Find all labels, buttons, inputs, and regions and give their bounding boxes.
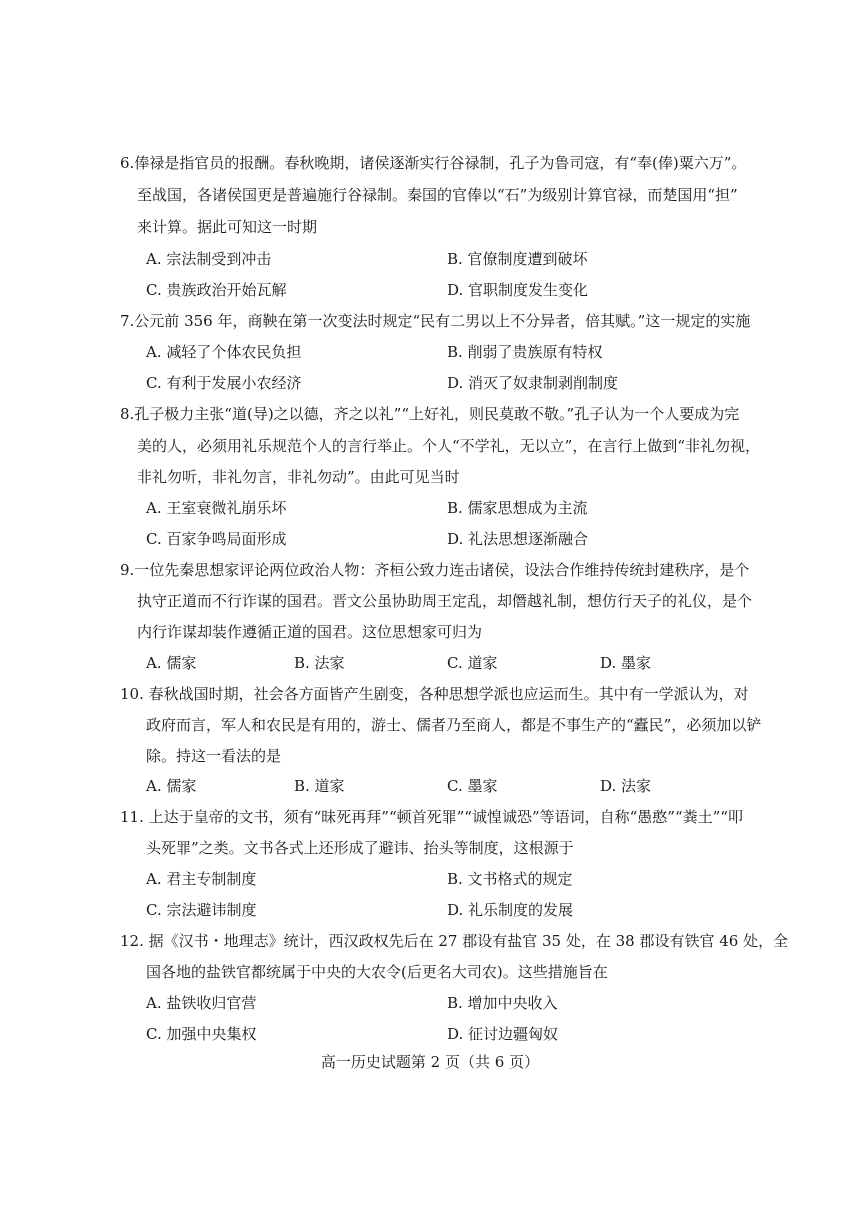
option-d[interactable]: D. 法家 <box>600 777 652 795</box>
question-text-line: 12. 据《汉书・地理志》统计，西汉政权先后在 27 郡设有盐官 35 处，在 38 郡设有铁官 46 处，全 <box>120 932 789 950</box>
question-text-line: 国各地的盐铁官都统属于中央的大农令(后更名大司农)。这些措施旨在 <box>146 963 608 981</box>
question-text-line: 8.孔子极力主张“道(导)之以德，齐之以礼”“上好礼，则民莫敢不敬。”孔子认为一个人要成为完 <box>120 405 740 423</box>
option-c[interactable]: C. 贵族政治开始瓦解 <box>146 281 287 299</box>
question-text-line: 6.俸禄是指官员的报酬。春秋晚期，诸侯逐渐实行谷禄制，孔子为鲁司寇，有“奉(俸)粟六万”。 <box>120 154 747 172</box>
option-c[interactable]: C. 百家争鸣局面形成 <box>146 530 287 548</box>
option-d[interactable]: D. 墨家 <box>600 654 652 672</box>
question-text-line: 至战国，各诸侯国更是普遍施行谷禄制。秦国的官俸以“石”为级别计算官禄，而楚国用“担” <box>137 186 738 204</box>
option-c[interactable]: C. 有利于发展小农经济 <box>146 374 302 392</box>
option-d[interactable]: D. 礼乐制度的发展 <box>447 901 574 919</box>
option-b[interactable]: B. 道家 <box>294 777 345 795</box>
option-b[interactable]: B. 法家 <box>294 654 345 672</box>
option-b[interactable]: B. 文书格式的规定 <box>447 870 573 888</box>
question-text-line: 除。持这一看法的是 <box>146 747 282 765</box>
question-text-line: 11. 上达于皇帝的文书，须有“昧死再拜”“顿首死罪”“诚惶诚恐”等语词，自称“愚憨”“粪土”“叩 <box>120 808 743 826</box>
option-b[interactable]: B. 削弱了贵族原有特权 <box>447 343 603 361</box>
option-b[interactable]: B. 儒家思想成为主流 <box>447 499 588 517</box>
question-text-line: 来计算。据此可知这一时期 <box>137 218 318 236</box>
option-c[interactable]: C. 加强中央集权 <box>146 1025 257 1043</box>
option-a[interactable]: A. 儒家 <box>146 777 197 795</box>
option-a[interactable]: A. 儒家 <box>146 654 197 672</box>
option-c[interactable]: C. 墨家 <box>447 777 498 795</box>
option-a[interactable]: A. 减轻了个体农民负担 <box>146 343 302 361</box>
question-text-line: 10. 春秋战国时期，社会各方面皆产生剧变，各种思想学派也应运而生。其中有一学派认为，对 <box>120 685 749 703</box>
page-footer: 高一历史试题第 2 页（共 6 页） <box>320 1053 540 1071</box>
option-a[interactable]: A. 盐铁收归官营 <box>146 994 257 1012</box>
question-text-line: 头死罪”之类。文书各式上还形成了避讳、抬头等制度，这根源于 <box>146 839 574 857</box>
option-a[interactable]: A. 君主专制制度 <box>146 870 257 888</box>
question-text-line: 美的人，必须用礼乐规范个人的言行举止。个人“不学礼，无以立”，在言行上做到“非礼勿视， <box>137 437 761 455</box>
option-c[interactable]: C. 宗法避讳制度 <box>146 901 257 919</box>
option-b[interactable]: B. 官僚制度遭到破坏 <box>447 250 588 268</box>
question-text-line: 非礼勿听，非礼勿言，非礼勿动”。由此可见当时 <box>137 468 460 486</box>
question-text-line: 政府而言，军人和农民是有用的，游士、儒者乃至商人，都是不事生产的“蠹民”，必须加以铲 <box>146 716 762 734</box>
option-c[interactable]: C. 道家 <box>447 654 498 672</box>
question-text-line: 7.公元前 356 年，商鞅在第一次变法时规定“民有二男以上不分异者，倍其赋。”这一规定的实施 <box>120 312 751 330</box>
option-d[interactable]: D. 官职制度发生变化 <box>447 281 589 299</box>
option-b[interactable]: B. 增加中央收入 <box>447 994 558 1012</box>
question-text-line: 9.一位先秦思想家评论两位政治人物：齐桓公致力连击诸侯，设法合作维持传统封建秩序，是个 <box>120 561 750 579</box>
option-d[interactable]: D. 礼法思想逐渐融合 <box>447 530 589 548</box>
option-a[interactable]: A. 宗法制受到冲击 <box>146 250 272 268</box>
option-d[interactable]: D. 消灭了奴隶制剥削制度 <box>447 374 619 392</box>
option-a[interactable]: A. 王室衰微礼崩乐坏 <box>146 499 287 517</box>
question-text-line: 内行诈谋却装作遵循正道的国君。这位思想家可归为 <box>137 623 483 641</box>
option-d[interactable]: D. 征讨边疆匈奴 <box>447 1025 559 1043</box>
question-text-line: 执守正道而不行诈谋的国君。晋文公虽协助周王定乱，却僭越礼制，想仿行天子的礼仪，是个 <box>137 592 753 610</box>
